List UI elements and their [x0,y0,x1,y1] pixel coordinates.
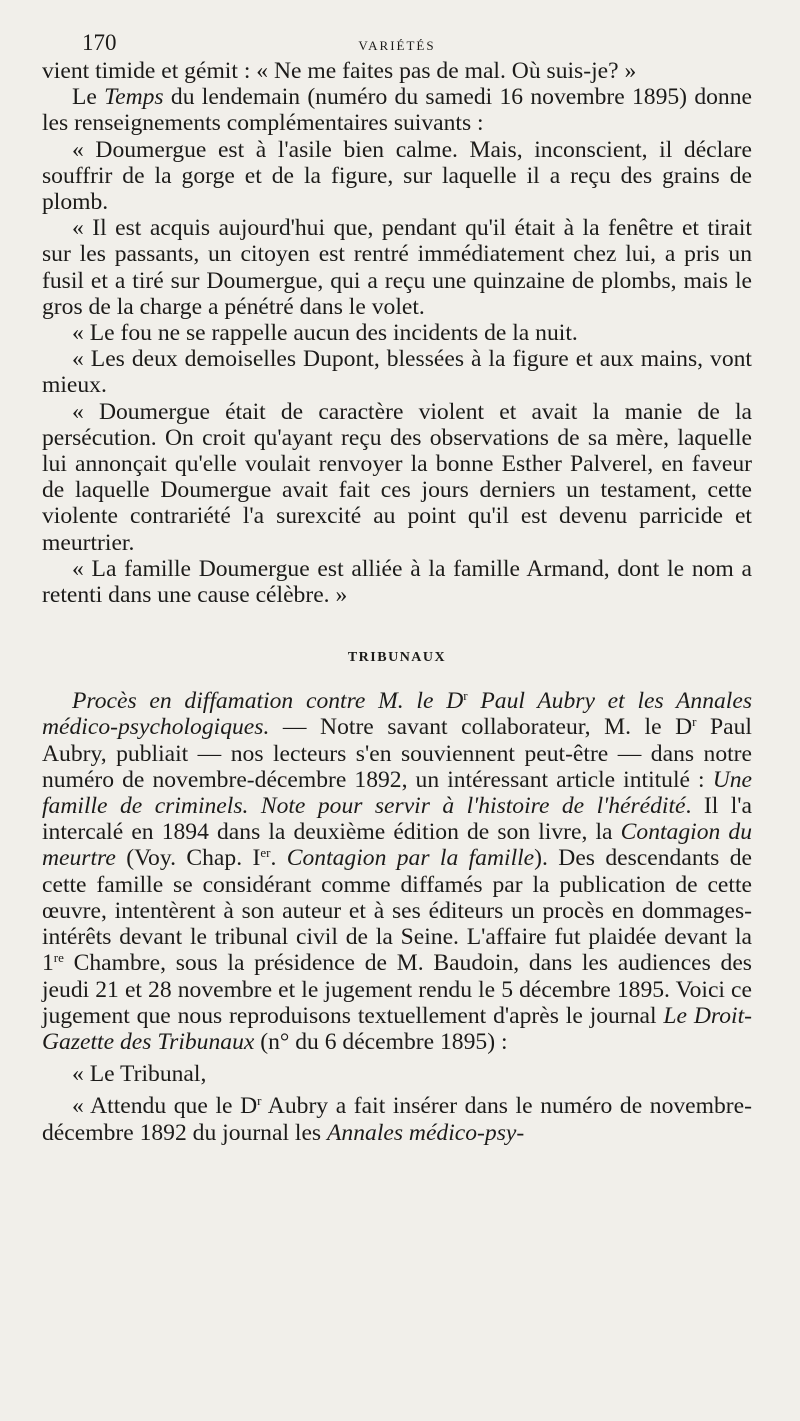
text-segment: . [270,845,287,872]
paragraph: « Doumergue était de caractère violent et avait la manie de la persécution. On croit qu'ayant reçu des observations de sa mère, laquelle lui annonçait qu'elle voulait renvoyer la bonne Esther Palverel, en faveur de laquelle Doumergue avait fait ces jours derniers un testament, cette violente contrariété l'a surexcité au point qu'il est devenu parricide et meurtrier. [42,398,752,556]
paragraph-tribunal: « Le Tribunal, [72,1061,207,1088]
paragraph-tribunaux [42,688,752,1055]
text-segment: — Notre savant collaborateur, M. le D [269,714,693,741]
italic-segment: Annales médico-psy- [327,1119,525,1146]
running-title: VARIÉTÉS [358,38,436,53]
running-head [42,0,752,58]
section-heading: TRIBUNAUX [347,650,447,666]
superscript: r [692,714,697,730]
text-segment: (n° du 6 décembre 1895) : [254,1028,508,1055]
superscript: r [463,688,468,704]
text-segment: « Attendu que le D [72,1093,258,1120]
italic-segment: Procès en diffamation contre M. le D [72,688,464,715]
text-segment: ). Des descendants de cette famille se considérant comme diffamés par la publication de cette œuvre, intentèrent à son auteur et à ses éditeurs un procès en dommages-intérêts devant le tribunal civil de la Seine. L'affaire fut plaidée devant la 1 [42,845,753,977]
superscript: er [260,845,271,861]
page-number: 170 [82,30,117,55]
text-segment: Chambre, sous la présidence de M. Baudoin, dans les audiences des jeudi 21 et 28 novembre et le jugement rendu le 5 décembre 1895. Voici ce jugement que nous reproduisons textuellement d'après le journal [42,950,752,1029]
text-segment: (Voy. Chap. I [115,845,261,872]
text-segment: du lendemain (numéro du samedi 16 novembre 1895) donne les renseignements complémentaires suivants : [42,84,752,137]
superscript: re [53,950,64,966]
text-segment: . Il l'a intercalé en 1894 dans la deuxième édition de son livre, la [42,793,753,846]
italic-segment: Paul Aubry et les Annales médico-psychologiques. [42,688,752,741]
italic-segment: Contagion du meurtre [42,819,752,872]
paragraph: vient timide et gémit : « Ne me faites pas de mal. Où suis-je? » [42,58,637,84]
italic-segment: Contagion par la famille [286,845,535,872]
italic-segment: Une famille de criminels. Note pour servir à l'histoire de l'hérédité [42,766,752,820]
body-text-tribunaux [42,688,752,1145]
paragraph: « Doumergue est à l'asile bien calme. Mais, inconscient, il déclare souffrir de la gorge et de la figure, sur laquelle il a reçu des grains de plomb. [42,136,752,216]
body-text-top [42,58,752,608]
italic-segment: Le Droit-Gazette des Tribunaux [42,1002,752,1055]
paragraph-attendu [42,1093,752,1145]
text-segment: Aubry a fait insérer dans le numéro de novembre-décembre 1892 du journal les [42,1093,752,1146]
italic-segment: Temps [104,84,164,111]
paragraph-temps [42,84,752,136]
superscript: r [257,1093,262,1109]
paragraph: « Les deux demoiselles Dupont, blessées à la figure et aux mains, vont mieux. [42,346,752,399]
paragraph: « Il est acquis aujourd'hui que, pendant qu'il était à la fenêtre et tirait sur les passants, un citoyen est rentré immédiatement chez lui, a pris un fusil et a tiré sur Doumergue, qui a reçu une quinzaine de plombs, mais le gros de la charge a pénétré dans le volet. [42,215,752,320]
paragraph: « Le fou ne se rappelle aucun des incidents de la nuit. [72,320,578,347]
text-segment: Paul Aubry, publiait — nos lecteurs s'en souviennent peut-être — dans notre numéro de novembre-décembre 1892, un intéressant article intitulé : [42,714,752,793]
paragraph: « La famille Doumergue est alliée à la famille Armand, dont le nom a retenti dans une cause célèbre. » [42,555,752,609]
text-segment: Le [72,84,105,111]
